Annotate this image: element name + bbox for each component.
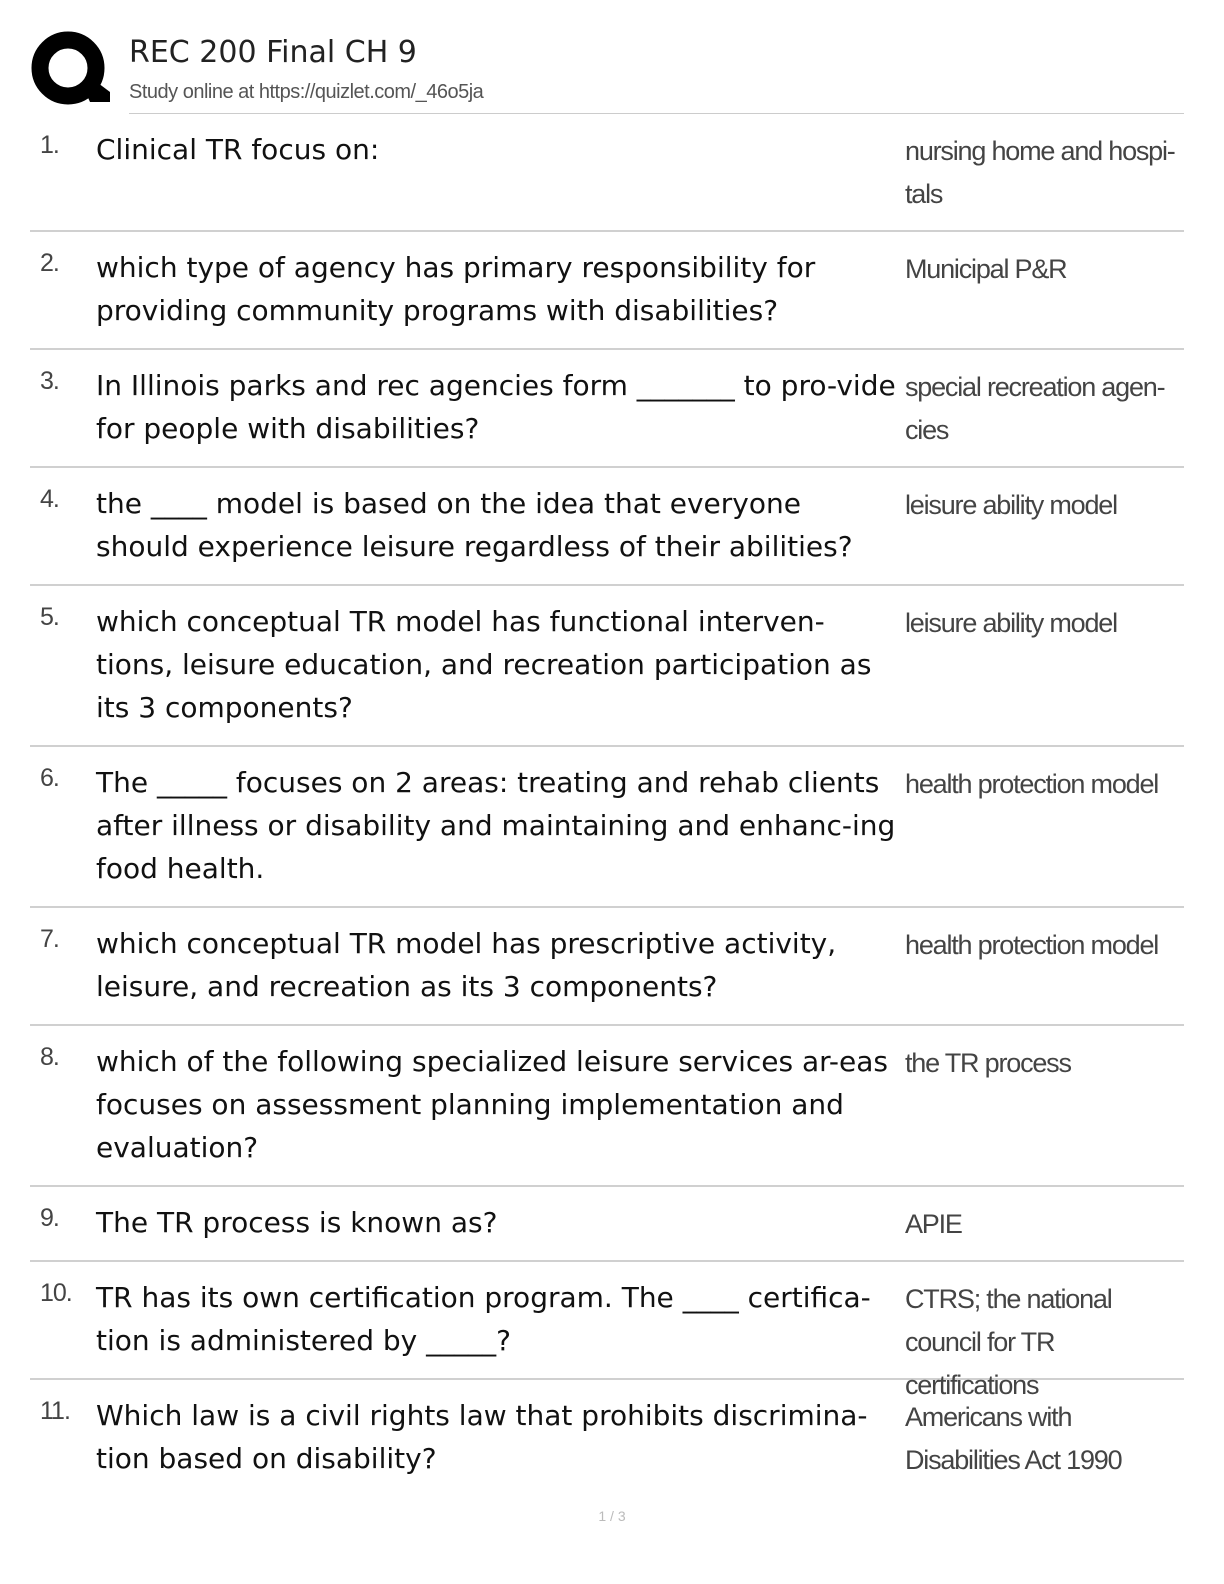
card-term: which type of agency has primary responsibility for providing community programs with disabilities?: [96, 251, 816, 327]
quizlet-logo-icon: [30, 30, 110, 110]
card-definition: special recreation agen-cies: [905, 372, 1165, 445]
card-number: 1.: [40, 131, 59, 159]
card-term: The _____ focuses on 2 areas: treating and rehab clients after illness or disability and maintaining and enhanc-ing food health.: [96, 766, 896, 885]
card-term: which of the following specialized leisure services ar-eas focuses on assessment planning implementation and evaluation?: [96, 1045, 888, 1164]
flashcard-row: [30, 1380, 1184, 1496]
card-term: which conceptual TR model has functional interven-tions, leisure education, and recreation participation as its 3 components?: [96, 605, 872, 724]
flashcard-row: [30, 586, 1184, 747]
page-title: REC 200 Final CH 9: [129, 35, 417, 70]
card-term: In Illinois parks and rec agencies form _______ to pro-vide for people with disabilities?: [96, 369, 896, 445]
card-number: 3.: [40, 367, 59, 395]
flashcard-row: [30, 908, 1184, 1026]
card-number: 9.: [40, 1204, 59, 1232]
card-definition: Americans with Disabilities Act 1990: [905, 1402, 1122, 1475]
card-definition: health protection model: [905, 769, 1159, 799]
card-term: The TR process is known as?: [96, 1206, 498, 1239]
card-number: 4.: [40, 485, 59, 513]
card-term: which conceptual TR model has prescriptive activity, leisure, and recreation as its 3 components?: [96, 927, 837, 1003]
flashcard-row: [30, 350, 1184, 468]
flashcard-list: [30, 114, 1184, 1496]
flashcard-row: [30, 1262, 1184, 1400]
card-definition: leisure ability model: [905, 608, 1117, 638]
flashcard-row: [30, 232, 1184, 350]
flashcard-row: [30, 1187, 1184, 1262]
card-number: 8.: [40, 1043, 59, 1071]
card-number: 5.: [40, 603, 59, 631]
card-definition: health protection model: [905, 930, 1159, 960]
card-number: 6.: [40, 764, 59, 792]
card-definition: nursing home and hospi-tals: [905, 136, 1175, 209]
card-number: 2.: [40, 249, 59, 277]
card-number: 7.: [40, 925, 59, 953]
card-term: the ____ model is based on the idea that everyone should experience leisure regardless of their abilities?: [96, 487, 853, 563]
card-number: 10.: [40, 1279, 72, 1307]
card-definition: leisure ability model: [905, 490, 1117, 520]
card-term: TR has its own certification program. The ____ certifica-tion is administered by _____?: [96, 1281, 871, 1357]
flashcard-row: [30, 468, 1184, 586]
flashcard-row: [30, 747, 1184, 908]
card-term: Which law is a civil rights law that prohibits discrimina-tion based on disability?: [96, 1399, 868, 1475]
card-number: 11.: [40, 1397, 70, 1425]
card-definition: Municipal P&R: [905, 254, 1067, 284]
card-definition: CTRS; the national council for TR certifications: [905, 1284, 1112, 1400]
study-online-link[interactable]: Study online at https://quizlet.com/_46o5ja: [129, 81, 484, 103]
page-number: 1 / 3: [598, 1508, 626, 1524]
card-definition: the TR process: [905, 1048, 1071, 1078]
page-header: [30, 30, 1184, 114]
card-definition: APIE: [905, 1209, 962, 1239]
card-term: Clinical TR focus on:: [96, 133, 380, 166]
flashcard-row: [30, 114, 1184, 232]
flashcard-row: [30, 1026, 1184, 1187]
